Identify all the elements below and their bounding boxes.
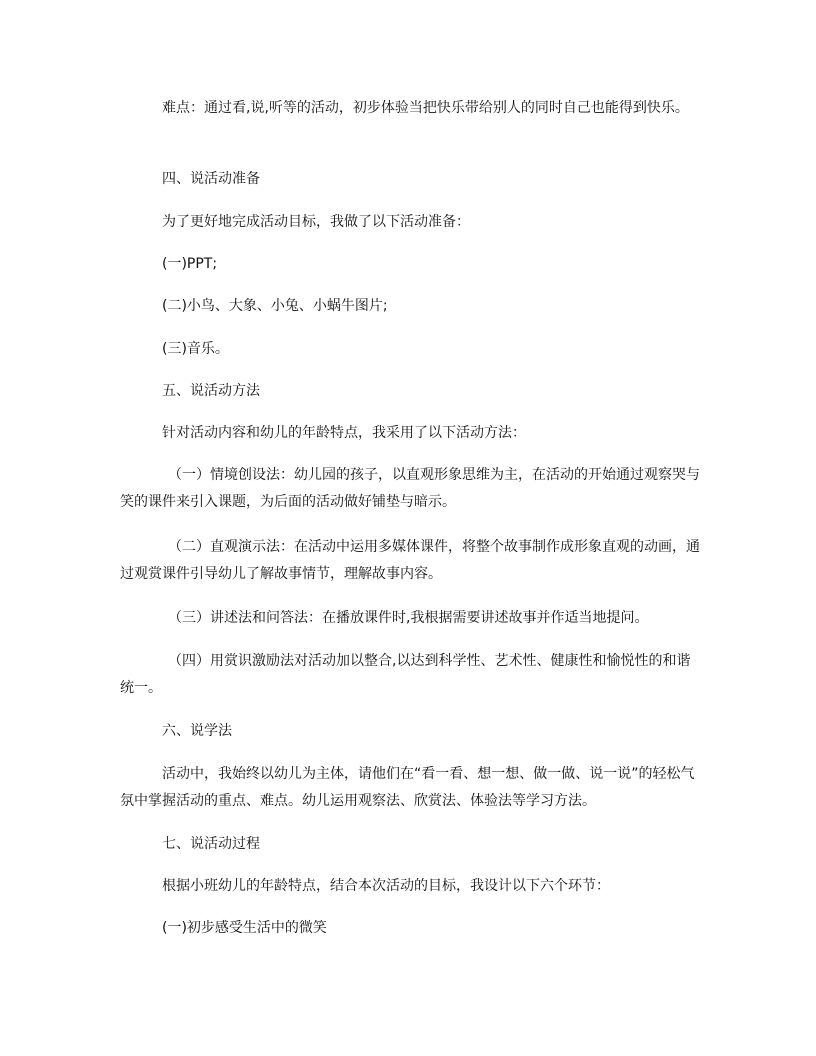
list-item-music: (三)音乐。 (162, 341, 229, 357)
list-item-step-1: (一)初步感受生活中的微笑 (162, 920, 327, 936)
heading-activity-methods: 五、说活动方法 (162, 383, 260, 399)
paragraph-method-3: （三）讲述法和问答法：在播放课件时,我根据需要讲述故事并作适当地提问。 (168, 610, 649, 626)
heading-activity-preparation: 四、说活动准备 (162, 171, 260, 187)
heading-learning-methods: 六、说学法 (162, 723, 232, 739)
paragraph-method-2: （二）直观演示法：在活动中运用多媒体课件，将整个故事制作成形象直观的动画，通过观赏课件引导幼儿了解故事情节，理解故事内容。 (120, 539, 700, 582)
paragraph-difficulty: 难点：通过看,说,听等的活动，初步体验当把快乐带给别人的同时自己也能得到快乐。 (162, 100, 689, 116)
paragraph-method-1: （一）情境创设法：幼儿园的孩子，以直观形象思维为主，在活动的开始通过观察哭与笑的课件来引入课题，为后面的活动做好铺垫与暗示。 (120, 467, 700, 510)
heading-activity-process: 七、说活动过程 (162, 836, 260, 852)
paragraph-preparation-intro: 为了更好地完成活动目标，我做了以下活动准备： (162, 214, 470, 230)
list-item-pictures: (二)小鸟、大象、小兔、小蜗牛图片; (162, 298, 388, 314)
list-item-ppt: (一)PPT; (162, 256, 218, 272)
paragraph-method-4: （四）用赏识激励法对活动加以整合,以达到科学性、艺术性、健康性和愉悦性的和谐统一。 (120, 653, 691, 696)
paragraph-methods-intro: 针对活动内容和幼儿的年龄特点，我采用了以下活动方法： (162, 425, 526, 441)
paragraph-process-intro: 根据小班幼儿的年龄特点，结合本次活动的目标，我设计以下六个环节： (162, 878, 610, 894)
paragraph-learning-methods: 活动中，我始终以幼儿为主体，请他们在“看一看、想一想、做一做、说一说”的轻松气氛中掌握活动的重点、难点。幼儿运用观察法、欣赏法、体验法等学习方法。 (120, 766, 695, 809)
